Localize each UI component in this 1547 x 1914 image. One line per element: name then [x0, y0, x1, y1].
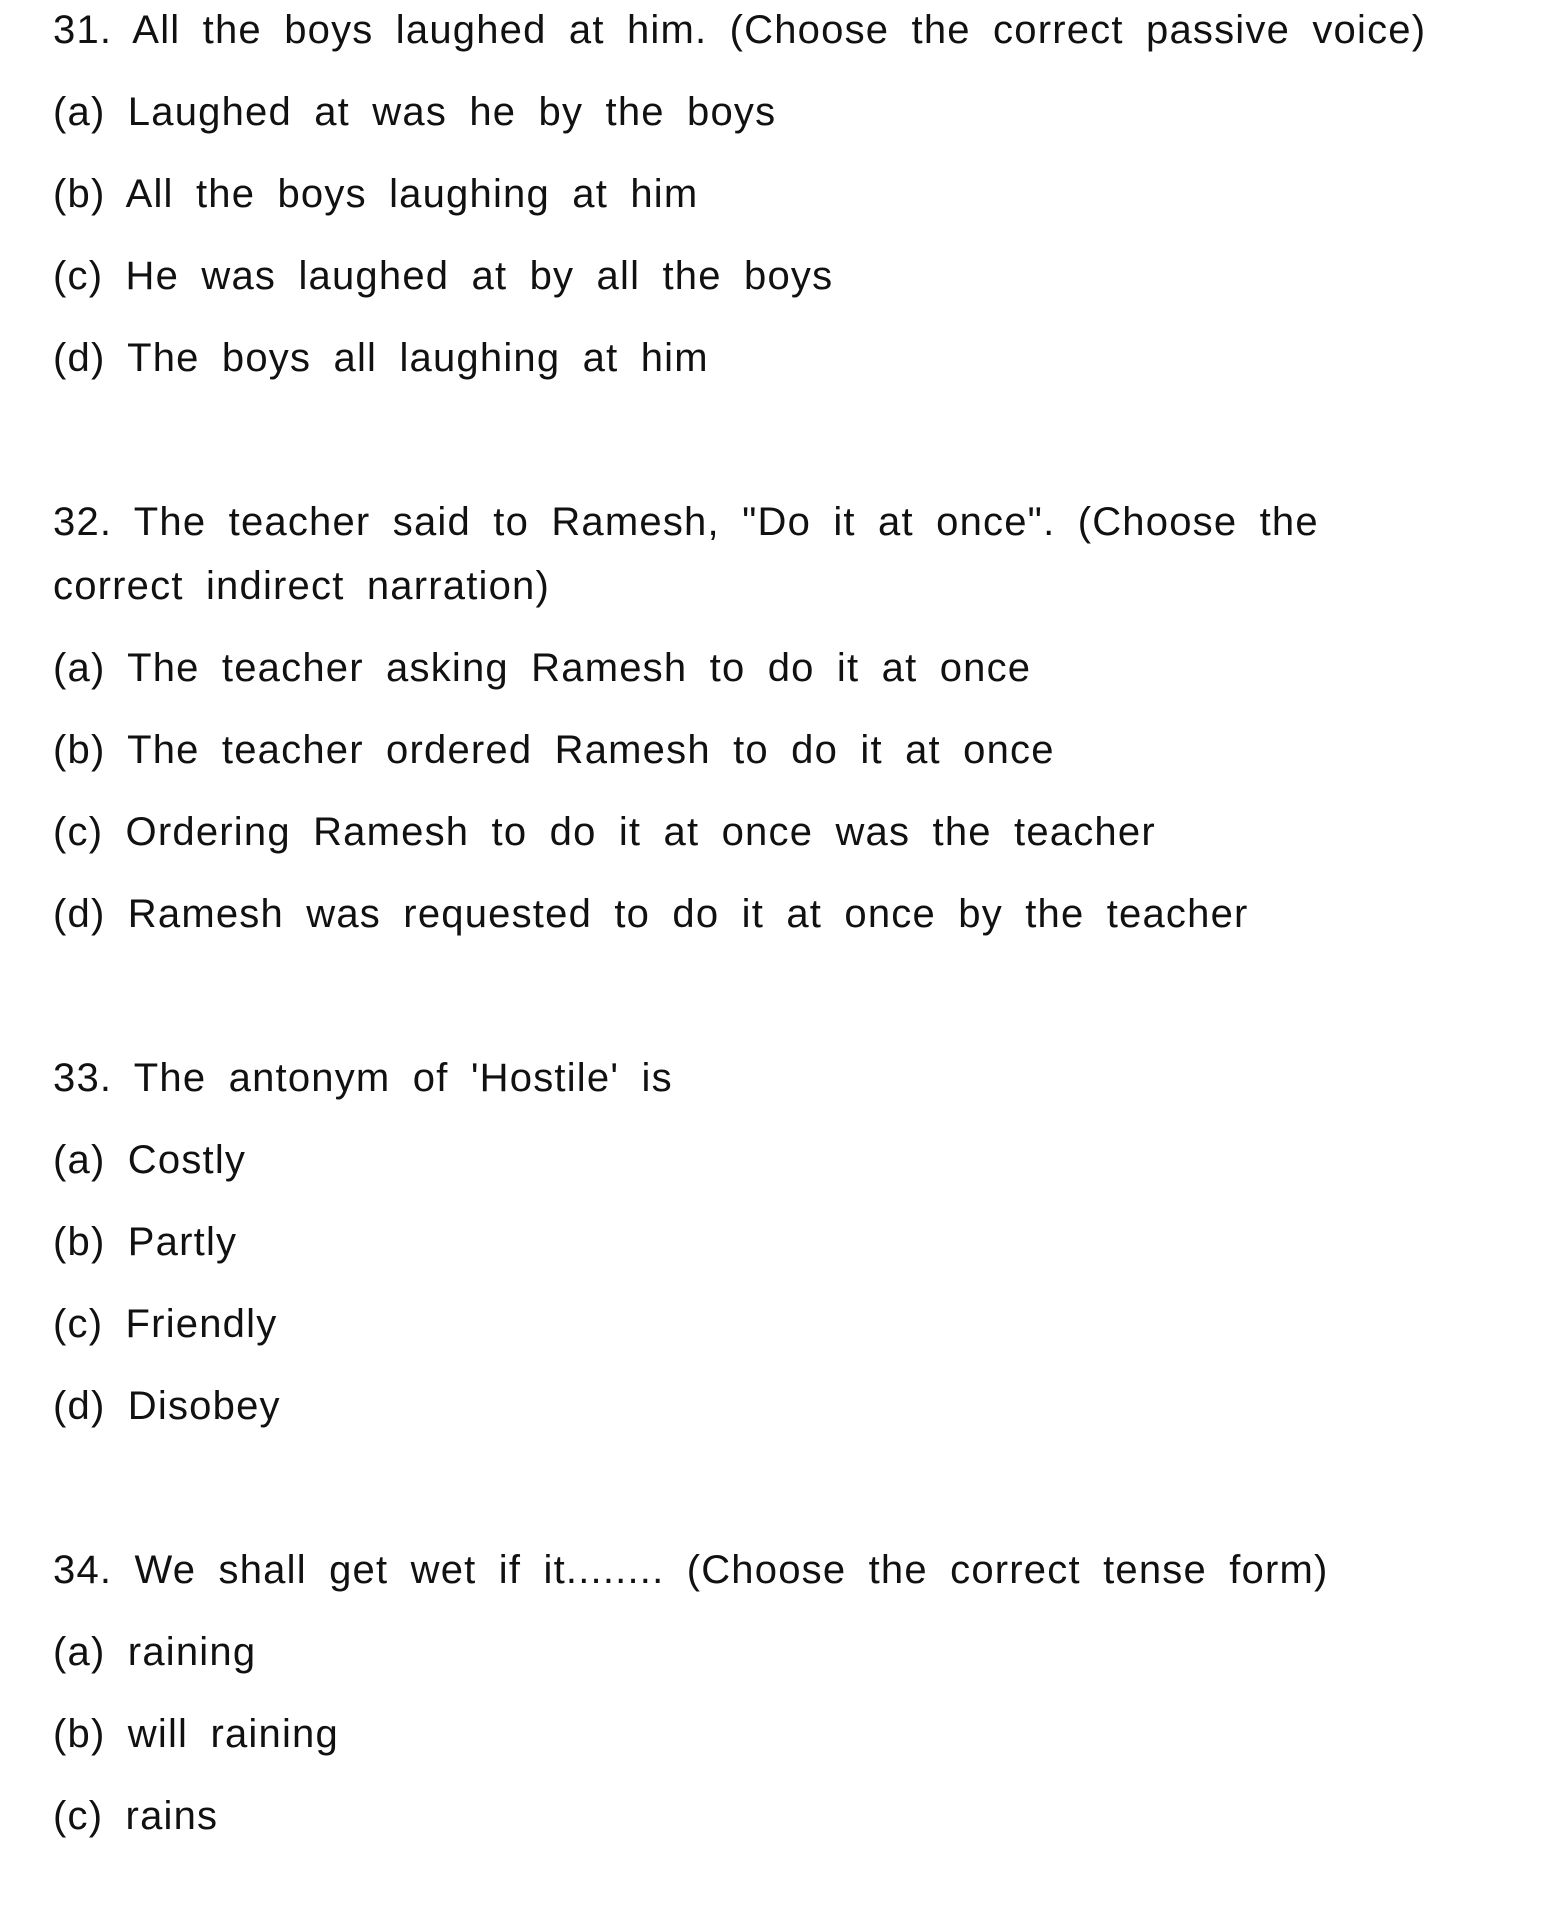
question-stem: 32. The teacher said to Ramesh, "Do it at once". (Choose the correct indirect narration) [53, 500, 1319, 608]
option-list [53, 636, 1513, 946]
option-b: (b) Partly [53, 1220, 238, 1264]
question-spacer [53, 390, 1513, 490]
option-b: (b) The teacher ordered Ramesh to do it at once [53, 728, 1055, 772]
question-stem: 31. All the boys laughed at him. (Choose the correct passive voice) [53, 8, 1427, 52]
option-b: (b) All the boys laughing at him [53, 172, 699, 216]
question-stem: 33. The antonym of 'Hostile' is [53, 1056, 673, 1100]
option-a: (a) Costly [53, 1138, 247, 1182]
question-32 [53, 490, 1513, 946]
option-a: (a) raining [53, 1630, 257, 1674]
option-a: (a) Laughed at was he by the boys [53, 90, 777, 134]
option-list [53, 80, 1513, 390]
question-31 [53, 0, 1513, 390]
question-stem: 34. We shall get wet if it........ (Choose the correct tense form) [53, 1548, 1329, 1592]
question-spacer [53, 946, 1513, 1046]
option-d: (d) Disobey [53, 1384, 281, 1428]
option-c: (c) Ordering Ramesh to do it at once was the teacher [53, 810, 1156, 854]
question-page [53, 0, 1513, 1848]
question-34 [53, 1538, 1513, 1848]
option-c: (c) He was laughed at by all the boys [53, 254, 834, 298]
option-c: (c) Friendly [53, 1302, 278, 1346]
option-a: (a) The teacher asking Ramesh to do it at once [53, 646, 1032, 690]
option-list [53, 1128, 1513, 1438]
question-33 [53, 1046, 1513, 1438]
option-d: (d) The boys all laughing at him [53, 336, 709, 380]
option-b: (b) will raining [53, 1712, 339, 1756]
option-d: (d) Ramesh was requested to do it at once by the teacher [53, 892, 1249, 936]
question-spacer [53, 1438, 1513, 1538]
option-c: (c) rains [53, 1794, 219, 1838]
option-list [53, 1620, 1513, 1848]
